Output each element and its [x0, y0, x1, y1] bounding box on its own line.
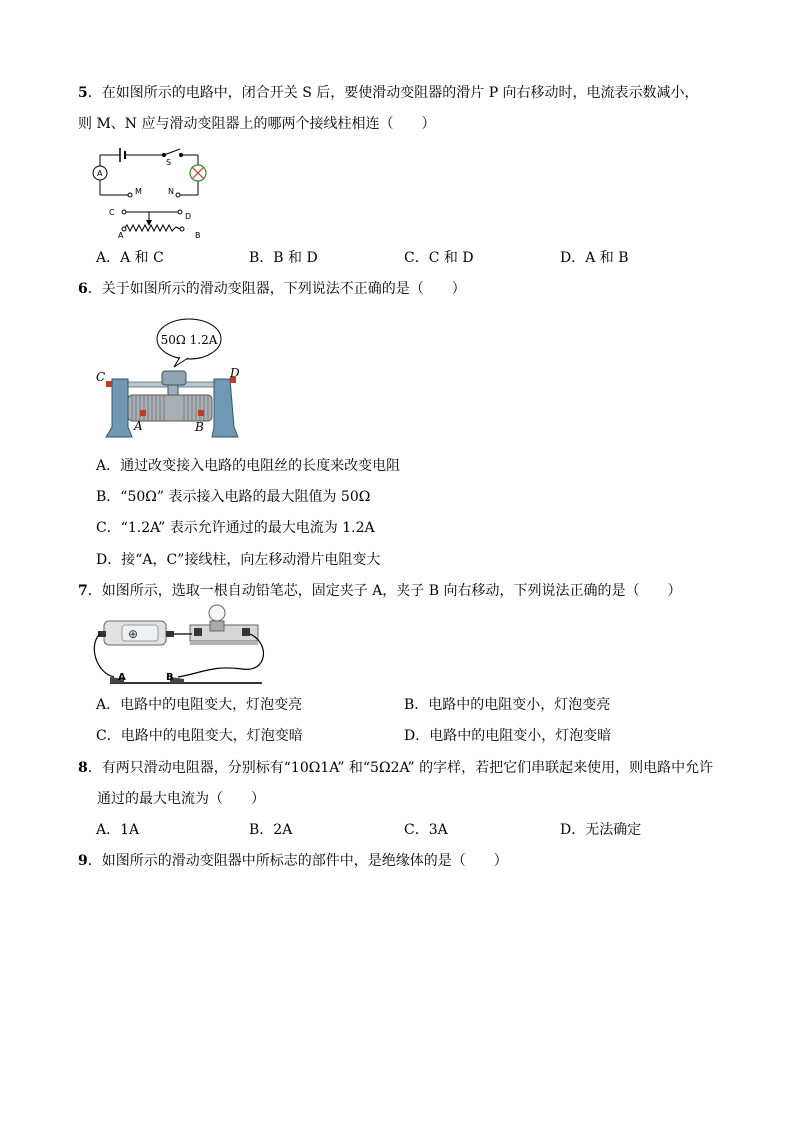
q5-circuit-figure [92, 138, 217, 241]
q5-option-a[interactable]: A．A 和 C [96, 250, 164, 266]
q8-option-d[interactable]: D．无法确定 [560, 822, 642, 838]
q8-option-b[interactable]: B．2A [249, 822, 293, 838]
q6-text-1: ．关于如图所示的滑动变阻器，下列说法不正确的是（ ） [87, 281, 466, 297]
n-label: N [168, 187, 174, 196]
clip-a-label: A [118, 672, 126, 683]
q8-line1 [78, 759, 713, 777]
q6-rheostat-figure [92, 315, 252, 440]
q5-option-d[interactable]: D．A 和 B [560, 250, 629, 266]
clip-b-label: B [166, 672, 174, 683]
q5-text-1: ．在如图所示的电路中，闭合开关 S 后，要使滑动变阻器的滑片 P 向右移动时，电流表示数减小， [87, 85, 699, 101]
switch-label: S [166, 158, 172, 167]
a-label: A [118, 231, 124, 240]
q6-line1 [78, 280, 466, 298]
q7-option-b[interactable]: B．电路中的电阻变小，灯泡变亮 [404, 697, 611, 713]
b-label: B [195, 231, 201, 240]
q7-text-1: ．如图所示，选取一根自动铅笔芯，固定夹子 A，夹子 B 向右移动，下列说法正确的是（ ） [87, 583, 682, 599]
rating-label: 50Ω 1.2A [160, 333, 218, 347]
q5-option-b[interactable]: B．B 和 D [249, 250, 318, 266]
q6-option-c[interactable]: C．“1.2A” 表示允许通过的最大电流为 1.2A [96, 520, 375, 536]
ammeter-label: A [97, 169, 103, 178]
q6-number: 6 [78, 281, 88, 297]
q7-line1 [78, 582, 682, 600]
q9-text-1: ．如图所示的滑动变阻器中所标志的部件中，是绝缘体的是（ ） [87, 853, 508, 869]
q8-text-1: ．有两只滑动电阻器，分别标有“10Ω1A” 和“5Ω2A” 的字样，若把它们串联起来使用，则电路中允许 [87, 760, 714, 776]
d-label: D [185, 212, 192, 221]
a-terminal-label: A [134, 419, 143, 433]
q7-pencil-lead-circuit [92, 603, 267, 690]
d-terminal-label: D [230, 366, 240, 380]
b-terminal-label: B [195, 420, 204, 434]
q8-option-a[interactable]: A．1A [96, 822, 140, 838]
q9-number: 9 [78, 853, 88, 869]
q7-number: 7 [78, 583, 88, 599]
q7-option-c[interactable]: C．电路中的电阻变大，灯泡变暗 [96, 728, 303, 744]
q5-line1 [78, 84, 699, 102]
m-label: M [135, 187, 142, 196]
q8-line2: 通过的最大电流为（ ） [97, 791, 265, 807]
q6-option-d[interactable]: D．接“A，C”接线柱，向左移动滑片电阻变大 [96, 552, 381, 568]
q8-option-c[interactable]: C．3A [404, 822, 448, 838]
q7-option-d[interactable]: D．电路中的电阻变小，灯泡变暗 [404, 728, 612, 744]
q9-line1 [78, 852, 508, 870]
q5-option-c[interactable]: C．C 和 D [404, 250, 474, 266]
q5-number: 5 [78, 85, 88, 101]
q6-option-a[interactable]: A．通过改变接入电路的电阻丝的长度来改变电阻 [96, 458, 401, 474]
q5-line2: 则 M、N 应与滑动变阻器上的哪两个接线柱相连（ ） [78, 116, 436, 132]
c-terminal-label: C [96, 370, 106, 384]
q7-option-a[interactable]: A．电路中的电阻变大，灯泡变亮 [96, 697, 303, 713]
battery-plus-label: ⊕ [128, 627, 139, 641]
q8-number: 8 [78, 760, 88, 776]
q6-option-b[interactable]: B．“50Ω” 表示接入电路的最大阻值为 50Ω [96, 489, 371, 505]
c-label: C [109, 208, 115, 217]
